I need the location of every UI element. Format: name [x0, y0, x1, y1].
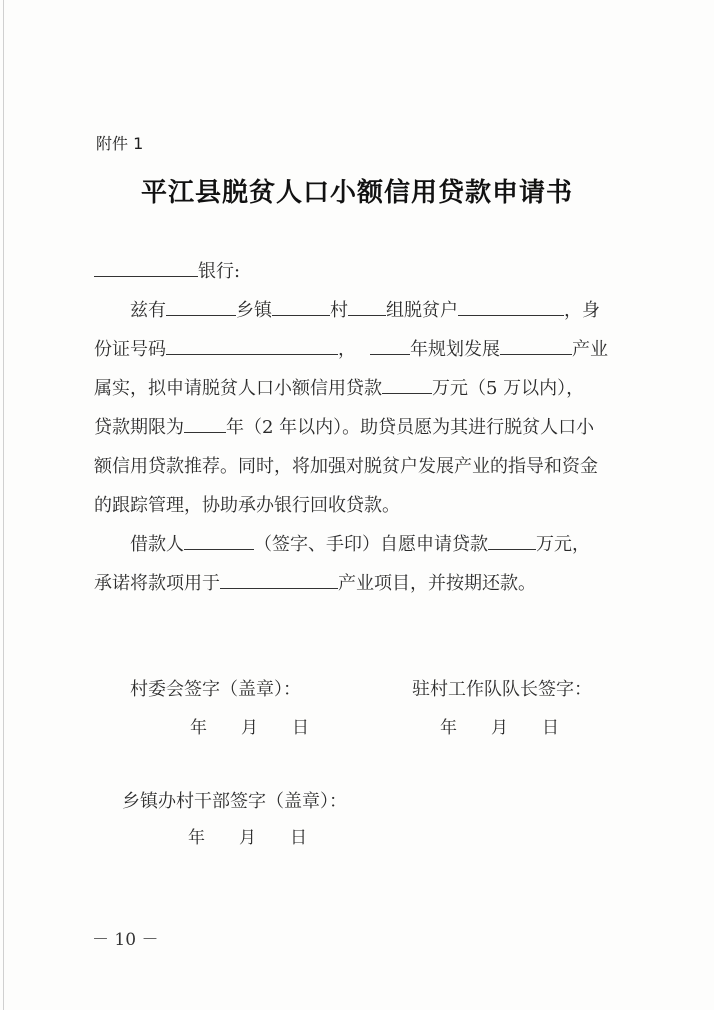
document-title: 平江县脱贫人口小额信用贷款申请书: [140, 178, 573, 208]
paragraph1-line1: [94, 291, 624, 330]
text-segment: 贷款期限为: [94, 417, 184, 438]
plan-year-blank[interactable]: [370, 334, 410, 355]
borrower-signature-blank[interactable]: [184, 529, 254, 550]
paragraph1-line6: 的跟踪管理，协助承办银行回收贷款。: [94, 495, 400, 516]
township-cadre-signature-label: 乡镇办村干部签字（盖章）：: [122, 791, 347, 812]
date-year: 年: [440, 718, 457, 738]
paragraph1-line3: [94, 369, 624, 408]
township-cadre-date: [188, 823, 307, 848]
text-segment: 份证号码: [94, 339, 166, 360]
date-day: 日: [292, 718, 309, 738]
text-segment: 万元（5 万以内），: [432, 378, 585, 399]
group-blank[interactable]: [348, 295, 386, 316]
page-number: － 10 －: [92, 930, 159, 950]
bank-line-suffix: 银行:: [198, 261, 241, 282]
date-month: 月: [239, 828, 256, 848]
paragraph1-line4: [94, 408, 624, 447]
text-segment: 村: [330, 300, 348, 321]
work-team-leader-date: [440, 713, 559, 738]
project-blank[interactable]: [220, 568, 338, 589]
paragraph1-line2: [94, 330, 624, 369]
loan-amount-blank[interactable]: [382, 373, 432, 394]
date-month: 月: [241, 718, 258, 738]
attachment-label: 附件 1: [96, 134, 144, 153]
application-body: [94, 252, 624, 603]
bank-name-blank[interactable]: [94, 256, 198, 277]
text-segment: 乡镇: [236, 300, 272, 321]
bank-line: [94, 252, 624, 291]
text-segment: 兹有: [130, 300, 166, 321]
text-segment: ，身: [564, 300, 600, 321]
work-team-leader-signature-label: 驻村工作队队长签字：: [412, 679, 592, 700]
date-day: 日: [542, 718, 559, 738]
village-blank[interactable]: [272, 295, 330, 316]
paragraph2-line2: [94, 564, 624, 603]
text-segment: 借款人: [130, 534, 184, 555]
paragraph1-line5: 额信用贷款推荐。同时，将加强对脱贫户发展产业的指导和资金: [94, 456, 598, 477]
text-segment: （签字、手印）自愿申请贷款: [254, 534, 488, 555]
text-segment: 年规划发展: [410, 339, 500, 360]
text-segment: 万元，: [536, 534, 590, 555]
text-segment: ，: [338, 339, 356, 360]
text-segment: 属实，拟申请脱贫人口小额信用贷款: [94, 378, 382, 399]
text-segment: 产业: [572, 339, 608, 360]
requested-amount-blank[interactable]: [488, 529, 536, 550]
date-month: 月: [491, 718, 508, 738]
text-segment: 年（2 年以内）。助贷员愿为其进行脱贫人口小: [226, 417, 595, 438]
id-number-blank[interactable]: [166, 334, 338, 355]
paragraph2-line1: [94, 525, 624, 564]
loan-term-blank[interactable]: [184, 412, 226, 433]
township-blank[interactable]: [166, 295, 236, 316]
village-committee-date: [190, 713, 309, 738]
industry-blank[interactable]: [500, 334, 572, 355]
date-year: 年: [190, 718, 207, 738]
date-day: 日: [290, 828, 307, 848]
scan-edge-line: [3, 0, 4, 1010]
village-committee-signature-label: 村委会签字（盖章）：: [130, 679, 301, 700]
text-segment: 产业项目，并按期还款。: [338, 573, 536, 594]
text-segment: 组脱贫户: [386, 300, 458, 321]
date-year: 年: [188, 828, 205, 848]
household-name-blank[interactable]: [458, 295, 564, 316]
text-segment: 承诺将款项用于: [94, 573, 220, 594]
